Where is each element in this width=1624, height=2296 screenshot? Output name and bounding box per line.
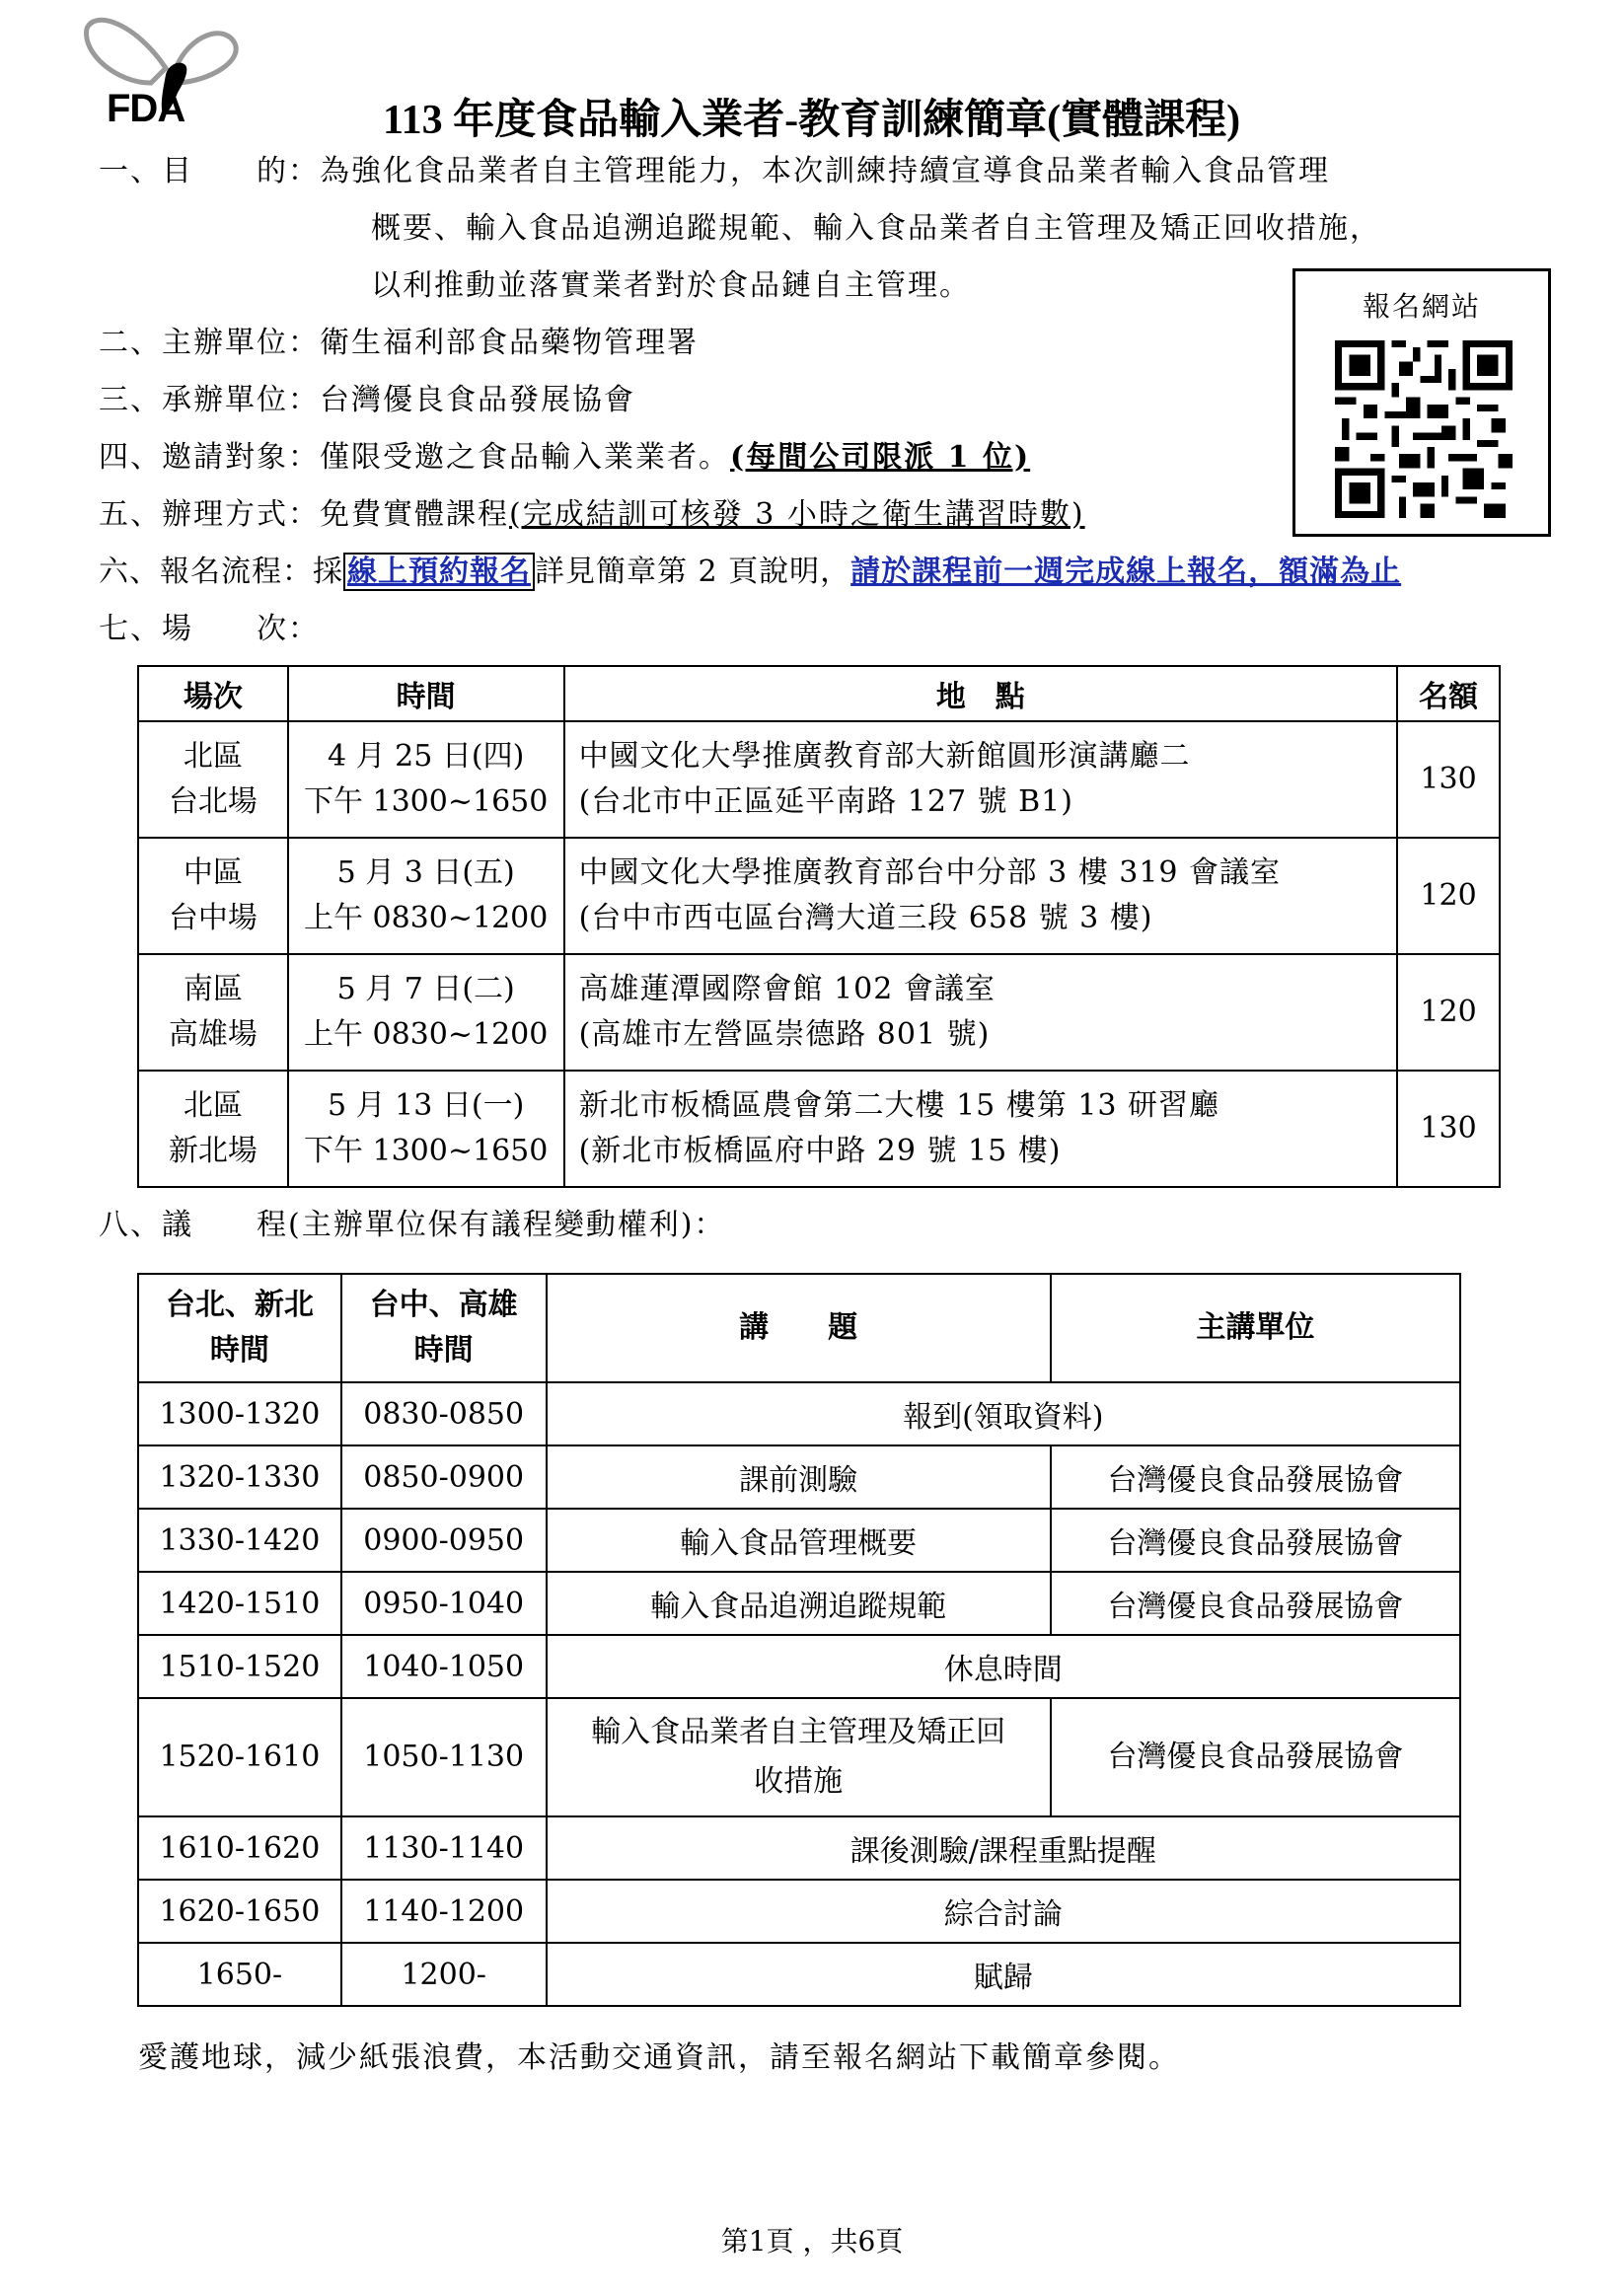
purpose-text-3: 以利推動並落實業者對於食品鏈自主管理。 bbox=[371, 268, 971, 303]
speaker-cell: 台灣優良食品發展協會 bbox=[1051, 1509, 1460, 1572]
topic-cell: 報到(領取資料) bbox=[547, 1382, 1460, 1445]
topic-cell: 賦歸 bbox=[547, 1943, 1460, 2006]
central-time-cell: 0900-0950 bbox=[341, 1509, 547, 1572]
contractor-row bbox=[99, 381, 635, 420]
organizer-label: 二、主辦單位： bbox=[99, 326, 320, 360]
registration-label: 六、報名流程： bbox=[99, 555, 313, 589]
central-time-cell: 1050-1130 bbox=[341, 1698, 547, 1816]
north-time-cell: 1650- bbox=[138, 1943, 341, 2006]
north-time-cell: 1520-1610 bbox=[138, 1698, 341, 1816]
location-cell: 高雄蓮潭國際會館 102 會議室 (高雄市左營區崇德路 801 號) bbox=[564, 954, 1398, 1071]
north-time-cell: 1320-1330 bbox=[138, 1445, 341, 1509]
north-time-cell: 1420-1510 bbox=[138, 1572, 341, 1635]
venue-cell: 南區 高雄場 bbox=[138, 954, 288, 1071]
table-row bbox=[138, 1071, 1500, 1187]
quota-cell: 120 bbox=[1397, 838, 1500, 954]
registration-pre: 採 bbox=[313, 555, 343, 589]
qr-code-icon[interactable] bbox=[1335, 340, 1513, 518]
topic-cell: 休息時間 bbox=[547, 1635, 1460, 1698]
central-time-cell: 1130-1140 bbox=[341, 1816, 547, 1880]
speaker-cell: 台灣優良食品發展協會 bbox=[1051, 1572, 1460, 1635]
table-row bbox=[138, 954, 1500, 1071]
topic-cell: 輸入食品管理概要 bbox=[547, 1509, 1051, 1572]
table-row bbox=[138, 1382, 1460, 1445]
north-time-cell: 1510-1520 bbox=[138, 1635, 341, 1698]
method-note: (完成結訓可核發 3 小時之衛生講習時數) bbox=[509, 497, 1085, 532]
central-time-cell: 0950-1040 bbox=[341, 1572, 547, 1635]
central-time-cell: 1040-1050 bbox=[341, 1635, 547, 1698]
venue-cell: 北區 新北場 bbox=[138, 1071, 288, 1187]
topic-cell: 課前測驗 bbox=[547, 1445, 1051, 1509]
quota-cell: 130 bbox=[1397, 1071, 1500, 1187]
time-cell: 5 月 13 日(一) 下午 1300~1650 bbox=[288, 1071, 564, 1187]
speaker-cell: 台灣優良食品發展協會 bbox=[1051, 1698, 1460, 1816]
method-row bbox=[99, 495, 1085, 535]
page-title: 113 年度食品輸入業者-教育訓練簡章(實體課程) bbox=[383, 98, 1241, 143]
fda-logo-text: FDA bbox=[107, 87, 185, 130]
location-cell: 中國文化大學推廣教育部台中分部 3 樓 319 會議室 (台中市西屯區台灣大道三段 658 號 3 樓) bbox=[564, 838, 1398, 954]
invitees-row bbox=[99, 438, 1030, 478]
header-cell: 地 點 bbox=[564, 666, 1398, 721]
sessions-label: 七、場 次： bbox=[99, 612, 320, 646]
venue-cell: 北區 台北場 bbox=[138, 721, 288, 838]
sessions-header-row bbox=[138, 666, 1500, 721]
invitees-note: (每間公司限派 1 位) bbox=[730, 440, 1031, 475]
location-cell: 新北市板橋區農會第二大樓 15 樓第 13 研習廳 (新北市板橋區府中路 29 號 15 樓) bbox=[564, 1071, 1398, 1187]
time-cell: 5 月 3 日(五) 上午 0830~1200 bbox=[288, 838, 564, 954]
header-cell: 台中、高雄時間 bbox=[341, 1274, 547, 1382]
registration-mid: 詳見簡章第 2 頁說明， bbox=[535, 555, 851, 589]
purpose-label: 一、目 的： bbox=[99, 154, 320, 188]
agenda-header-row bbox=[138, 1274, 1460, 1382]
central-time-cell: 0830-0850 bbox=[341, 1382, 547, 1445]
north-time-cell: 1330-1420 bbox=[138, 1509, 341, 1572]
contractor-value: 台灣優良食品發展協會 bbox=[320, 383, 635, 417]
header-cell: 時間 bbox=[288, 666, 564, 721]
north-time-cell: 1610-1620 bbox=[138, 1816, 341, 1880]
contractor-label: 三、承辦單位： bbox=[99, 383, 320, 417]
table-row bbox=[138, 721, 1500, 838]
invitees-value: 僅限受邀之食品輸入業業者。 bbox=[320, 440, 730, 475]
footer-note: 愛護地球，減少紙張浪費，本活動交通資訊，請至報名網站下載簡章參閱。 bbox=[138, 2040, 1180, 2075]
topic-cell: 輸入食品業者自主管理及矯正回收措施 bbox=[547, 1698, 1051, 1816]
method-value: 免費實體課程 bbox=[320, 497, 509, 532]
table-row bbox=[138, 1880, 1460, 1943]
topic-cell: 課後測驗/課程重點提醒 bbox=[547, 1816, 1460, 1880]
online-registration-link[interactable]: 線上預約報名 bbox=[343, 553, 535, 591]
header-cell: 名額 bbox=[1397, 666, 1500, 721]
central-time-cell: 0850-0900 bbox=[341, 1445, 547, 1509]
table-row bbox=[138, 1509, 1460, 1572]
qr-label: 報名網站 bbox=[1362, 290, 1481, 323]
table-row bbox=[138, 1816, 1460, 1880]
central-time-cell: 1200- bbox=[341, 1943, 547, 2006]
header-cell: 場次 bbox=[138, 666, 288, 721]
page-number: 第1頁 ，共6頁 bbox=[720, 2225, 904, 2258]
purpose-row bbox=[99, 152, 1330, 191]
north-time-cell: 1620-1650 bbox=[138, 1880, 341, 1943]
header-cell: 主講單位 bbox=[1051, 1274, 1460, 1382]
table-row bbox=[138, 1635, 1460, 1698]
quota-cell: 120 bbox=[1397, 954, 1500, 1071]
agenda-label: 八、議 程(主辦單位保有議程變動權利)： bbox=[99, 1208, 726, 1242]
agenda-table bbox=[137, 1273, 1461, 2007]
registration-deadline-link[interactable]: 請於課程前一週完成線上報名，額滿為止 bbox=[850, 555, 1402, 589]
location-cell: 中國文化大學推廣教育部大新館圓形演講廳二 (台北市中正區延平南路 127 號 B1) bbox=[564, 721, 1398, 838]
organizer-value: 衛生福利部食品藥物管理署 bbox=[320, 326, 699, 360]
quota-cell: 130 bbox=[1397, 721, 1500, 838]
organizer-row bbox=[99, 324, 699, 363]
speaker-cell: 台灣優良食品發展協會 bbox=[1051, 1445, 1460, 1509]
method-label: 五、辦理方式： bbox=[99, 497, 320, 532]
venue-cell: 中區 台中場 bbox=[138, 838, 288, 954]
table-row bbox=[138, 1943, 1460, 2006]
table-row bbox=[138, 1572, 1460, 1635]
invitees-label: 四、邀請對象： bbox=[99, 440, 320, 475]
header-cell: 台北、新北時間 bbox=[138, 1274, 341, 1382]
topic-cell: 輸入食品追溯追蹤規範 bbox=[547, 1572, 1051, 1635]
central-time-cell: 1140-1200 bbox=[341, 1880, 547, 1943]
topic-cell: 綜合討論 bbox=[547, 1880, 1460, 1943]
purpose-text-2: 概要、輸入食品追溯追蹤規範、輸入食品業者自主管理及矯正回收措施， bbox=[371, 211, 1381, 246]
sessions-table bbox=[137, 665, 1501, 1188]
header-cell: 講 題 bbox=[547, 1274, 1051, 1382]
time-cell: 5 月 7 日(二) 上午 0830~1200 bbox=[288, 954, 564, 1071]
north-time-cell: 1300-1320 bbox=[138, 1382, 341, 1445]
registration-qr-box[interactable] bbox=[1292, 268, 1551, 537]
table-row bbox=[138, 1445, 1460, 1509]
table-row bbox=[138, 1698, 1460, 1816]
registration-row bbox=[99, 553, 1401, 592]
purpose-text-1: 為強化食品業者自主管理能力，本次訓練持續宣導食品業者輸入食品管理 bbox=[320, 154, 1330, 188]
table-row bbox=[138, 838, 1500, 954]
time-cell: 4 月 25 日(四) 下午 1300~1650 bbox=[288, 721, 564, 838]
